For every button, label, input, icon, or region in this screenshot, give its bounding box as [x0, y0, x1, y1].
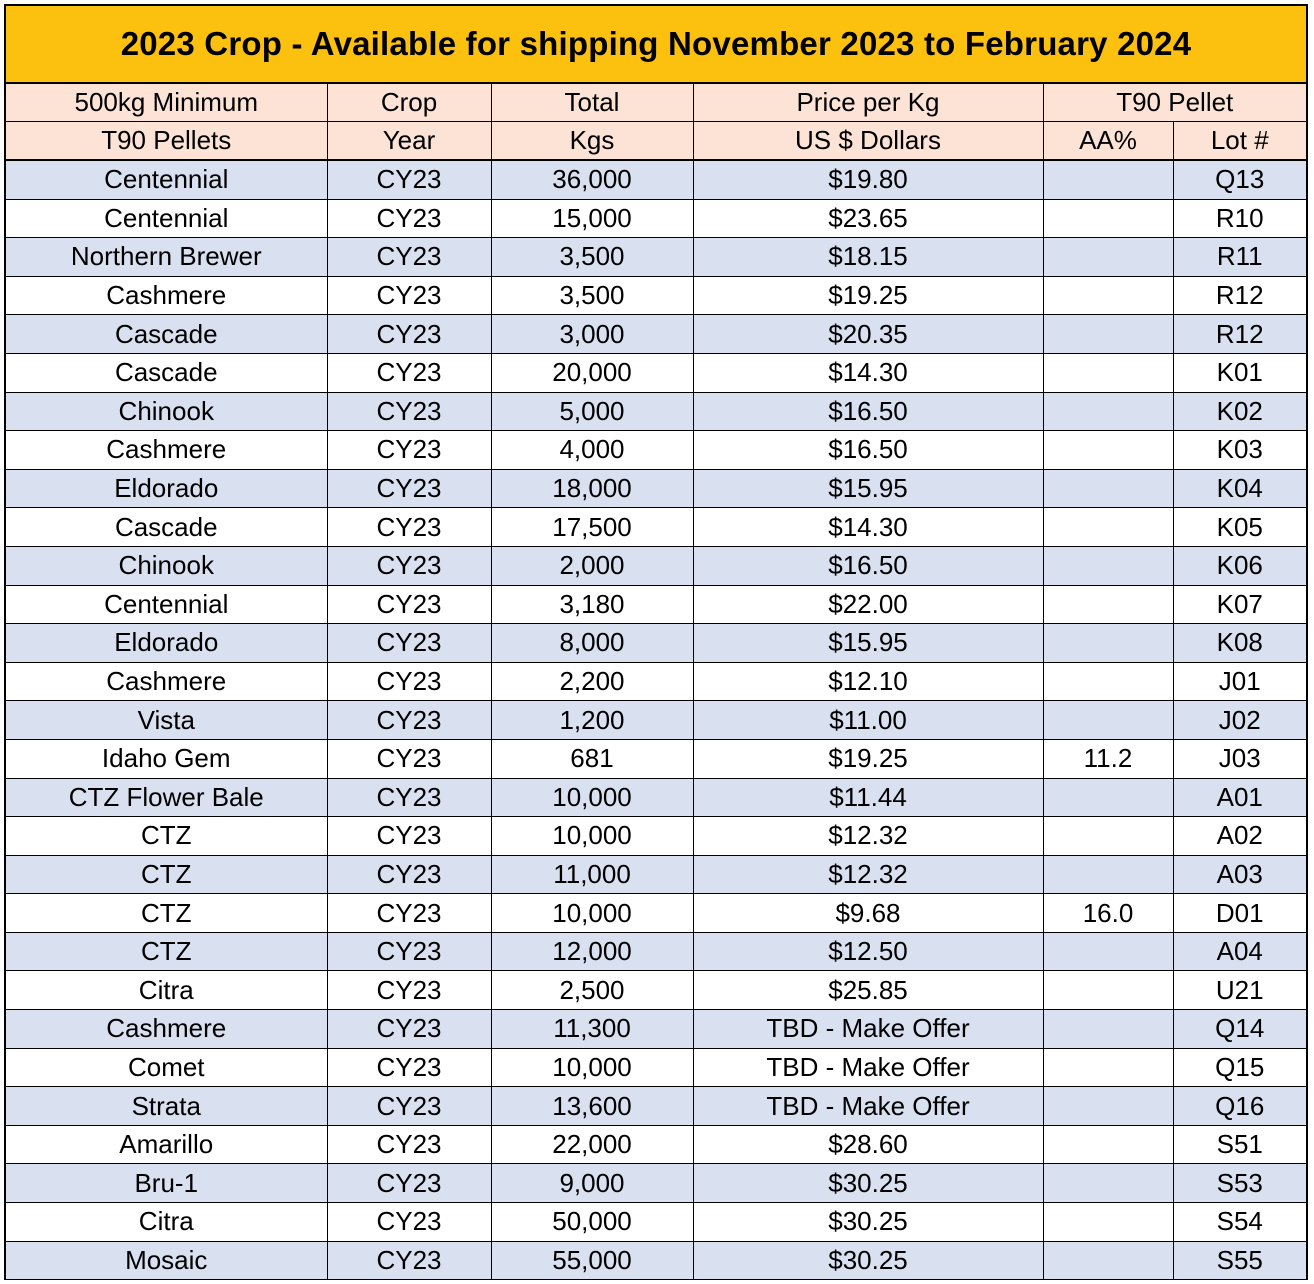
availability-table: [6, 84, 1306, 1279]
cell-price: $14.30: [693, 353, 1043, 392]
table-row: [6, 1010, 1306, 1049]
cell-aa-percent: [1043, 585, 1173, 624]
cell-total-kgs: 22,000: [491, 1125, 693, 1164]
cell-price: $11.00: [693, 701, 1043, 740]
cell-crop-year: CY23: [327, 585, 491, 624]
cell-lot-number: K05: [1173, 508, 1306, 547]
cell-variety: CTZ: [6, 932, 327, 971]
cell-variety: Centennial: [6, 585, 327, 624]
cell-lot-number: K01: [1173, 353, 1306, 392]
cell-crop-year: CY23: [327, 1241, 491, 1279]
cell-total-kgs: 36,000: [491, 160, 693, 199]
cell-price: $19.80: [693, 160, 1043, 199]
table-row: [6, 508, 1306, 547]
cell-crop-year: CY23: [327, 508, 491, 547]
cell-variety: Cascade: [6, 508, 327, 547]
cell-price: $15.95: [693, 469, 1043, 508]
cell-total-kgs: 4,000: [491, 431, 693, 470]
table-row: [6, 1203, 1306, 1242]
cell-crop-year: CY23: [327, 932, 491, 971]
cell-price: $16.50: [693, 546, 1043, 585]
cell-price: $12.10: [693, 662, 1043, 701]
cell-variety: CTZ: [6, 855, 327, 894]
cell-total-kgs: 2,200: [491, 662, 693, 701]
cell-aa-percent: 16.0: [1043, 894, 1173, 933]
cell-price: $23.65: [693, 199, 1043, 238]
cell-aa-percent: [1043, 1087, 1173, 1126]
table-row: [6, 1164, 1306, 1203]
cell-variety: Cascade: [6, 315, 327, 354]
cell-total-kgs: 681: [491, 739, 693, 778]
cell-price: TBD - Make Offer: [693, 1087, 1043, 1126]
cell-aa-percent: [1043, 778, 1173, 817]
price-sheet: [4, 4, 1308, 1280]
cell-lot-number: J03: [1173, 739, 1306, 778]
cell-variety: Cashmere: [6, 662, 327, 701]
cell-price: $20.35: [693, 315, 1043, 354]
cell-variety: CTZ: [6, 894, 327, 933]
cell-price: $12.32: [693, 855, 1043, 894]
cell-lot-number: S51: [1173, 1125, 1306, 1164]
cell-price: $28.60: [693, 1125, 1043, 1164]
cell-crop-year: CY23: [327, 199, 491, 238]
cell-price: $16.50: [693, 392, 1043, 431]
cell-lot-number: K02: [1173, 392, 1306, 431]
cell-variety: Eldorado: [6, 624, 327, 663]
cell-price: $15.95: [693, 624, 1043, 663]
cell-lot-number: K08: [1173, 624, 1306, 663]
cell-aa-percent: [1043, 353, 1173, 392]
cell-crop-year: CY23: [327, 701, 491, 740]
cell-crop-year: CY23: [327, 276, 491, 315]
table-row: [6, 1125, 1306, 1164]
cell-aa-percent: [1043, 1010, 1173, 1049]
cell-total-kgs: 10,000: [491, 778, 693, 817]
cell-aa-percent: [1043, 469, 1173, 508]
cell-aa-percent: [1043, 199, 1173, 238]
table-row: [6, 199, 1306, 238]
cell-lot-number: U21: [1173, 971, 1306, 1010]
cell-total-kgs: 5,000: [491, 392, 693, 431]
header-aa: AA%: [1043, 122, 1173, 161]
cell-crop-year: CY23: [327, 1164, 491, 1203]
cell-lot-number: J01: [1173, 662, 1306, 701]
header-pellet-line1: T90 Pellet: [1043, 84, 1306, 122]
cell-aa-percent: [1043, 662, 1173, 701]
cell-variety: Centennial: [6, 160, 327, 199]
header-row-1: [6, 84, 1306, 122]
cell-price: $16.50: [693, 431, 1043, 470]
cell-variety: Amarillo: [6, 1125, 327, 1164]
cell-crop-year: CY23: [327, 353, 491, 392]
cell-aa-percent: [1043, 238, 1173, 277]
cell-total-kgs: 50,000: [491, 1203, 693, 1242]
cell-lot-number: J02: [1173, 701, 1306, 740]
cell-total-kgs: 17,500: [491, 508, 693, 547]
cell-total-kgs: 3,500: [491, 276, 693, 315]
cell-aa-percent: 11.2: [1043, 739, 1173, 778]
cell-lot-number: A02: [1173, 817, 1306, 856]
header-row-2: [6, 122, 1306, 161]
cell-crop-year: CY23: [327, 662, 491, 701]
cell-lot-number: S54: [1173, 1203, 1306, 1242]
cell-crop-year: CY23: [327, 238, 491, 277]
cell-variety: Idaho Gem: [6, 739, 327, 778]
cell-crop-year: CY23: [327, 1203, 491, 1242]
cell-variety: Bru-1: [6, 1164, 327, 1203]
cell-lot-number: Q14: [1173, 1010, 1306, 1049]
cell-aa-percent: [1043, 624, 1173, 663]
cell-lot-number: K06: [1173, 546, 1306, 585]
table-row: [6, 585, 1306, 624]
cell-crop-year: CY23: [327, 469, 491, 508]
cell-variety: Chinook: [6, 546, 327, 585]
cell-lot-number: K04: [1173, 469, 1306, 508]
table-body: [6, 84, 1306, 1279]
cell-aa-percent: [1043, 1241, 1173, 1279]
cell-aa-percent: [1043, 932, 1173, 971]
cell-crop-year: CY23: [327, 392, 491, 431]
cell-variety: Northern Brewer: [6, 238, 327, 277]
cell-crop-year: CY23: [327, 431, 491, 470]
sheet-title: 2023 Crop - Available for shipping November 2023 to February 2024: [6, 6, 1306, 84]
cell-aa-percent: [1043, 1164, 1173, 1203]
cell-price: $12.32: [693, 817, 1043, 856]
cell-total-kgs: 13,600: [491, 1087, 693, 1126]
table-row: [6, 392, 1306, 431]
cell-price: $30.25: [693, 1241, 1043, 1279]
cell-lot-number: A03: [1173, 855, 1306, 894]
cell-variety: Cashmere: [6, 1010, 327, 1049]
cell-aa-percent: [1043, 160, 1173, 199]
cell-aa-percent: [1043, 971, 1173, 1010]
table-row: [6, 160, 1306, 199]
header-lot: Lot #: [1173, 122, 1306, 161]
cell-price: TBD - Make Offer: [693, 1010, 1043, 1049]
cell-price: $19.25: [693, 739, 1043, 778]
cell-price: $12.50: [693, 932, 1043, 971]
cell-total-kgs: 3,180: [491, 585, 693, 624]
cell-aa-percent: [1043, 1125, 1173, 1164]
table-row: [6, 1241, 1306, 1279]
header-price-line1: Price per Kg: [693, 84, 1043, 122]
cell-lot-number: S53: [1173, 1164, 1306, 1203]
cell-price: $30.25: [693, 1203, 1043, 1242]
cell-crop-year: CY23: [327, 160, 491, 199]
cell-crop-year: CY23: [327, 1048, 491, 1087]
cell-lot-number: Q13: [1173, 160, 1306, 199]
cell-lot-number: K07: [1173, 585, 1306, 624]
header-crop-line1: Crop: [327, 84, 491, 122]
cell-price: $25.85: [693, 971, 1043, 1010]
table-row: [6, 739, 1306, 778]
cell-total-kgs: 11,300: [491, 1010, 693, 1049]
header-crop-line2: Year: [327, 122, 491, 161]
cell-aa-percent: [1043, 508, 1173, 547]
cell-lot-number: A01: [1173, 778, 1306, 817]
cell-variety: Strata: [6, 1087, 327, 1126]
cell-aa-percent: [1043, 546, 1173, 585]
cell-crop-year: CY23: [327, 971, 491, 1010]
cell-crop-year: CY23: [327, 624, 491, 663]
cell-lot-number: Q16: [1173, 1087, 1306, 1126]
cell-total-kgs: 18,000: [491, 469, 693, 508]
cell-total-kgs: 15,000: [491, 199, 693, 238]
table-row: [6, 624, 1306, 663]
cell-aa-percent: [1043, 315, 1173, 354]
cell-variety: Chinook: [6, 392, 327, 431]
cell-crop-year: CY23: [327, 894, 491, 933]
cell-total-kgs: 9,000: [491, 1164, 693, 1203]
cell-aa-percent: [1043, 392, 1173, 431]
cell-price: $22.00: [693, 585, 1043, 624]
cell-total-kgs: 10,000: [491, 817, 693, 856]
cell-total-kgs: 3,500: [491, 238, 693, 277]
cell-lot-number: D01: [1173, 894, 1306, 933]
cell-crop-year: CY23: [327, 315, 491, 354]
cell-lot-number: R12: [1173, 276, 1306, 315]
cell-lot-number: K03: [1173, 431, 1306, 470]
cell-total-kgs: 1,200: [491, 701, 693, 740]
cell-total-kgs: 55,000: [491, 1241, 693, 1279]
table-row: [6, 855, 1306, 894]
cell-variety: Centennial: [6, 199, 327, 238]
table-row: [6, 894, 1306, 933]
cell-crop-year: CY23: [327, 778, 491, 817]
table-row: [6, 1048, 1306, 1087]
cell-variety: Cashmere: [6, 276, 327, 315]
cell-aa-percent: [1043, 1203, 1173, 1242]
table-row: [6, 238, 1306, 277]
cell-total-kgs: 11,000: [491, 855, 693, 894]
cell-crop-year: CY23: [327, 1010, 491, 1049]
cell-price: $9.68: [693, 894, 1043, 933]
cell-lot-number: R11: [1173, 238, 1306, 277]
cell-variety: Citra: [6, 971, 327, 1010]
cell-total-kgs: 10,000: [491, 894, 693, 933]
cell-aa-percent: [1043, 817, 1173, 856]
cell-total-kgs: 12,000: [491, 932, 693, 971]
table-row: [6, 701, 1306, 740]
cell-aa-percent: [1043, 1048, 1173, 1087]
header-variety-line2: T90 Pellets: [6, 122, 327, 161]
cell-variety: Eldorado: [6, 469, 327, 508]
cell-lot-number: R10: [1173, 199, 1306, 238]
cell-price: $19.25: [693, 276, 1043, 315]
cell-crop-year: CY23: [327, 739, 491, 778]
cell-lot-number: S55: [1173, 1241, 1306, 1279]
cell-price: $14.30: [693, 508, 1043, 547]
cell-total-kgs: 10,000: [491, 1048, 693, 1087]
header-total-line2: Kgs: [491, 122, 693, 161]
cell-crop-year: CY23: [327, 546, 491, 585]
cell-variety: CTZ: [6, 817, 327, 856]
cell-total-kgs: 8,000: [491, 624, 693, 663]
cell-total-kgs: 3,000: [491, 315, 693, 354]
cell-variety: Vista: [6, 701, 327, 740]
header-total-line1: Total: [491, 84, 693, 122]
table-row: [6, 546, 1306, 585]
table-row: [6, 778, 1306, 817]
cell-aa-percent: [1043, 431, 1173, 470]
cell-total-kgs: 20,000: [491, 353, 693, 392]
table-row: [6, 431, 1306, 470]
table-row: [6, 662, 1306, 701]
cell-price: $18.15: [693, 238, 1043, 277]
table-row: [6, 1087, 1306, 1126]
cell-crop-year: CY23: [327, 855, 491, 894]
cell-variety: Cascade: [6, 353, 327, 392]
cell-price: TBD - Make Offer: [693, 1048, 1043, 1087]
header-price-line2: US $ Dollars: [693, 122, 1043, 161]
cell-variety: Mosaic: [6, 1241, 327, 1279]
cell-variety: Cashmere: [6, 431, 327, 470]
cell-variety: CTZ Flower Bale: [6, 778, 327, 817]
cell-crop-year: CY23: [327, 1087, 491, 1126]
cell-variety: Comet: [6, 1048, 327, 1087]
table-row: [6, 817, 1306, 856]
cell-lot-number: R12: [1173, 315, 1306, 354]
header-variety-line1: 500kg Minimum: [6, 84, 327, 122]
table-row: [6, 276, 1306, 315]
table-row: [6, 932, 1306, 971]
table-row: [6, 971, 1306, 1010]
table-row: [6, 315, 1306, 354]
cell-aa-percent: [1043, 276, 1173, 315]
cell-lot-number: A04: [1173, 932, 1306, 971]
cell-lot-number: Q15: [1173, 1048, 1306, 1087]
cell-total-kgs: 2,000: [491, 546, 693, 585]
cell-price: $11.44: [693, 778, 1043, 817]
table-row: [6, 353, 1306, 392]
cell-crop-year: CY23: [327, 1125, 491, 1164]
table-row: [6, 469, 1306, 508]
cell-variety: Citra: [6, 1203, 327, 1242]
cell-price: $30.25: [693, 1164, 1043, 1203]
cell-aa-percent: [1043, 701, 1173, 740]
cell-aa-percent: [1043, 855, 1173, 894]
cell-total-kgs: 2,500: [491, 971, 693, 1010]
cell-crop-year: CY23: [327, 817, 491, 856]
